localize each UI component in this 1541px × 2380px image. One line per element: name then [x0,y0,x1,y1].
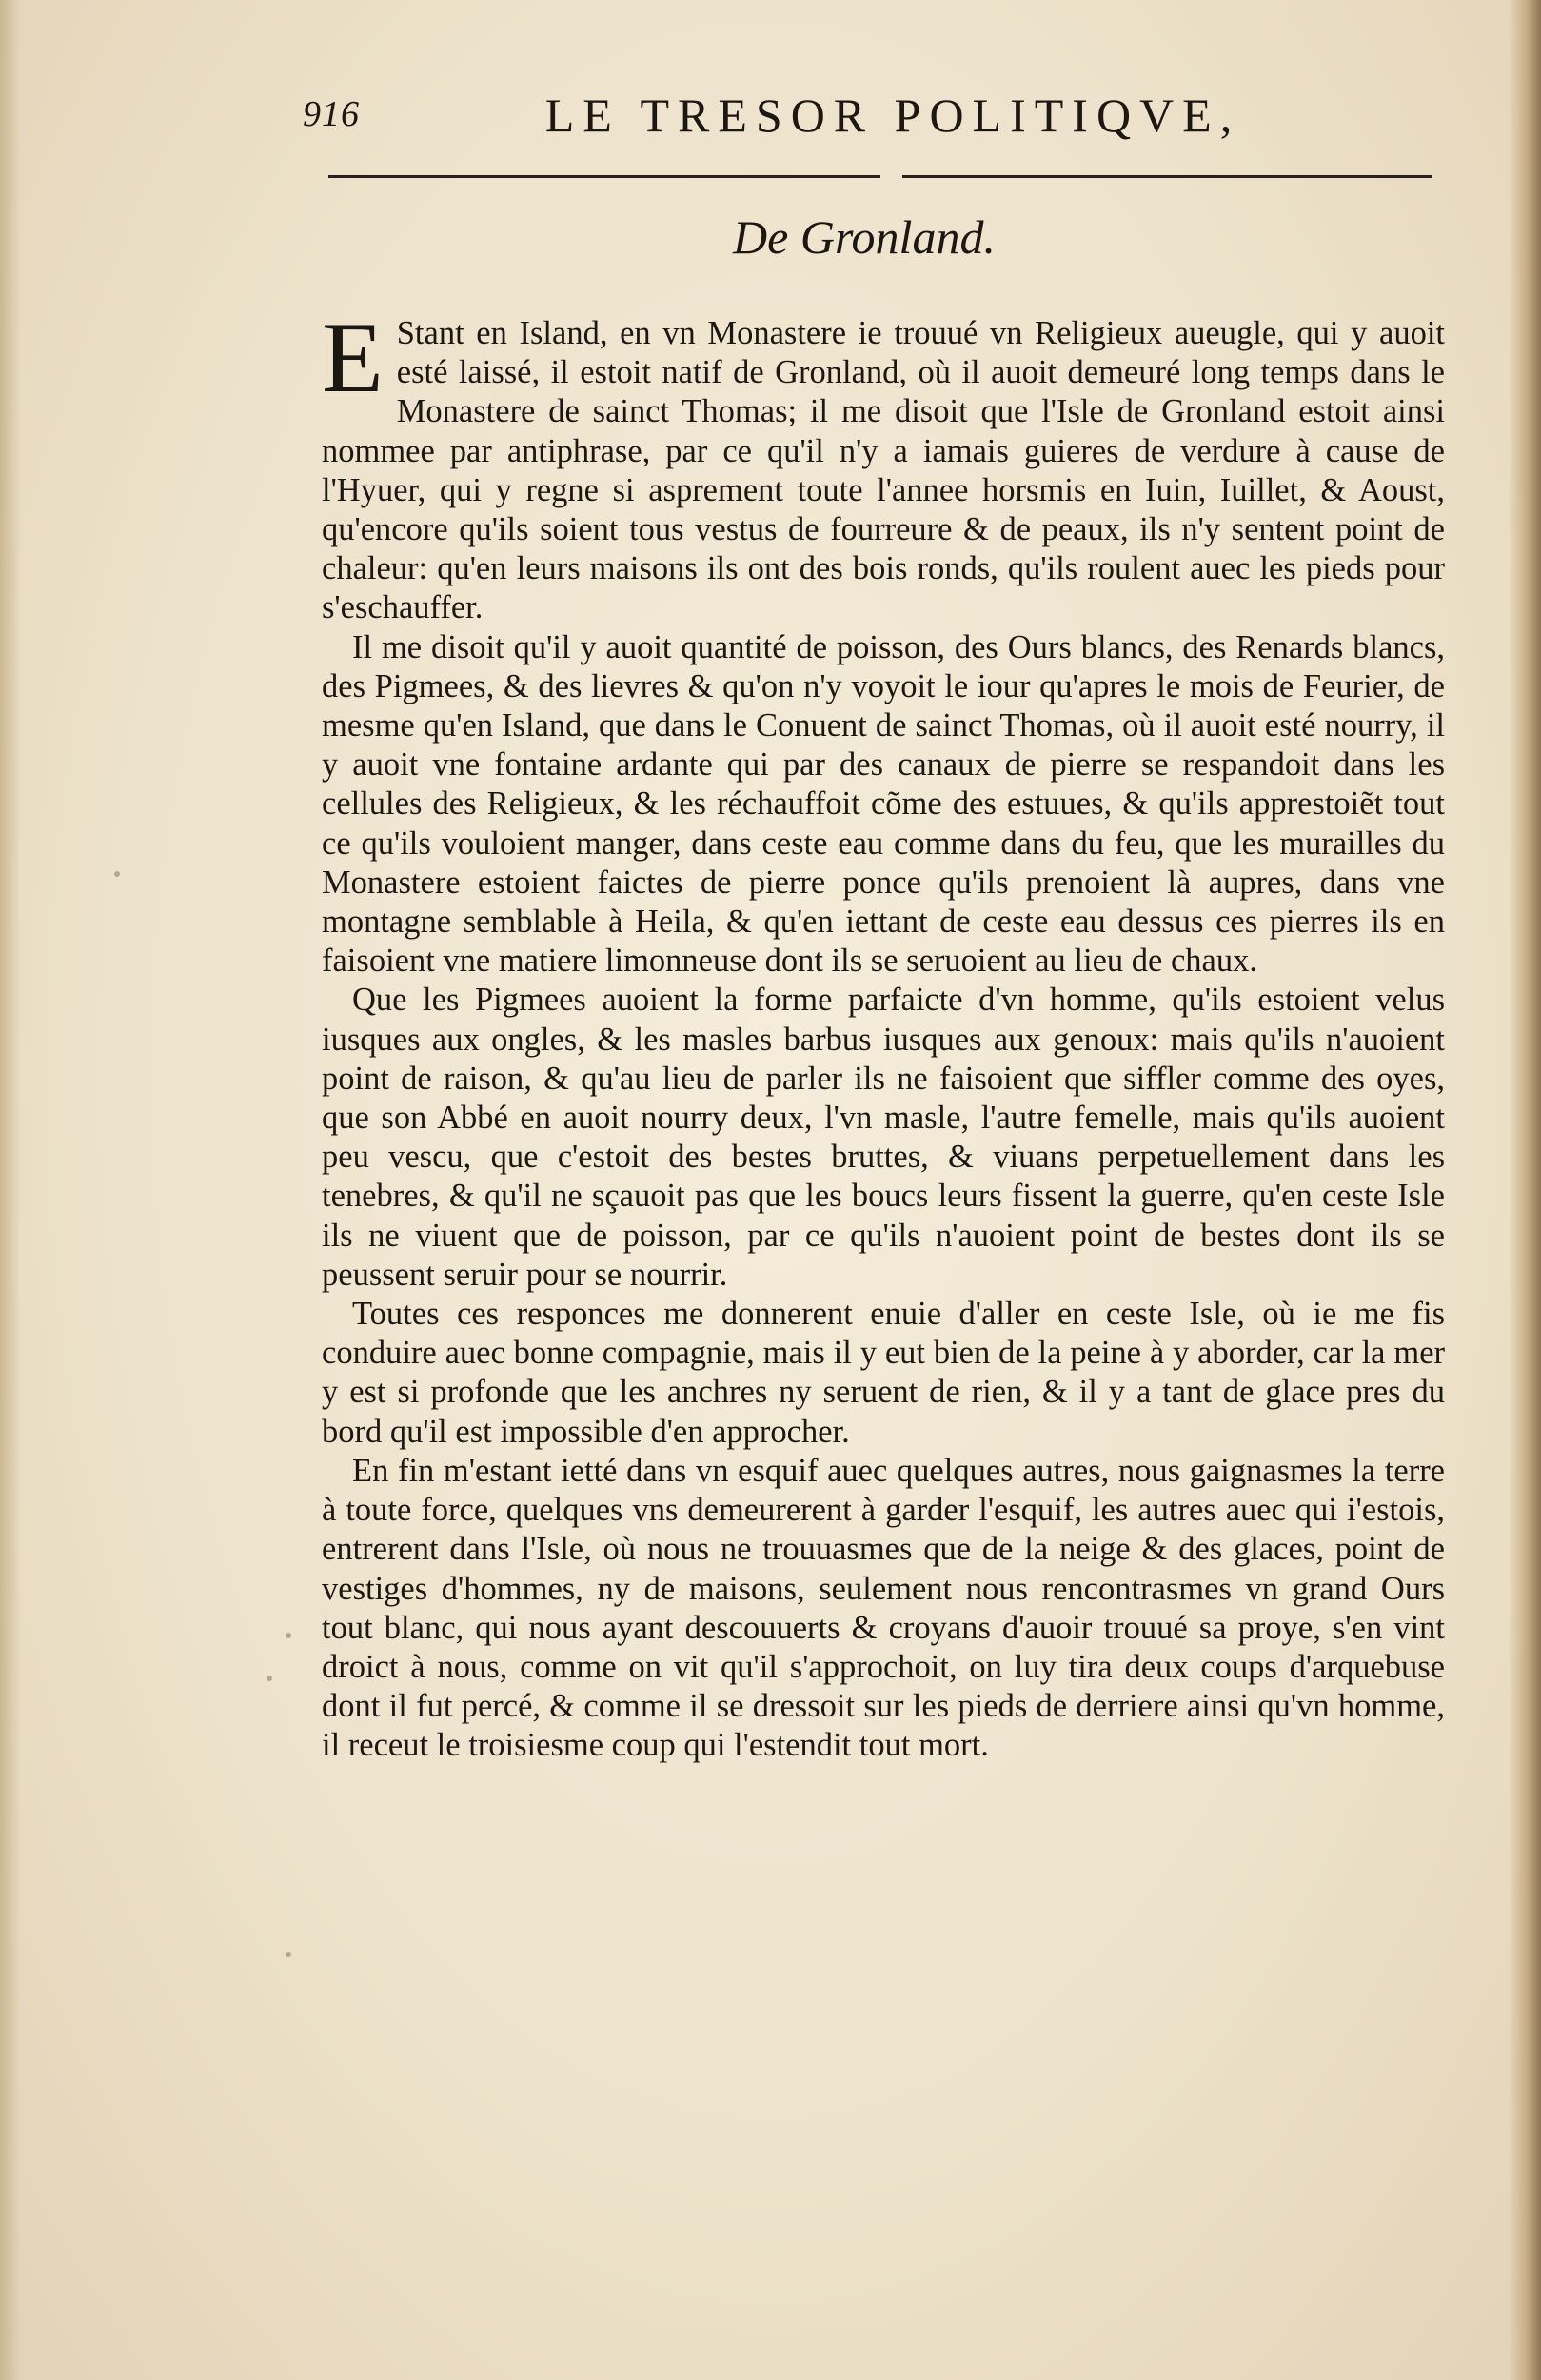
paragraph: Il me disoit qu'il y auoit quantité de poisson, des Ours blancs, des Renards blancs, des Pigmees, & des lievres & qu'on n'y voyoit le iour qu'apres le mois de Feurier, de mesme qu'en Island, que dans le Conuent de sainct Thomas, où il auoit esté nourry, il y auoit vne fontaine ardante qui par des canaux de pierre se respandoit dans les cellules des Religieux, & les réchauffoit cõme des estuues, & qu'ils apprestoiẽt tout ce qu'ils vouloient manger, dans ceste eau comme dans du feu, que les murailles du Monastere estoient faictes de pierre ponce qu'ils prenoient là aupres, dans vne montagne semblable à Heila, & qu'en iettant de ceste eau dessus ces pierres ils en faisoient vne matiere limonneuse dont ils se seruoient au lieu de chaux. [322,628,1445,980]
header-rule-right [902,175,1432,178]
section-title: De Gronland. [733,210,996,264]
paper-speck [286,1633,291,1638]
drop-cap: E [322,302,384,413]
paper-speck [114,871,120,877]
paragraph-text: Stant en Island, en vn Monastere ie trouué vn Religieux aueugle, qui y auoit esté laissé, il estoit natif de Gronland, où il auoit demeuré long temps dans le Monastere de sainct Thomas; il me disoit que l'Isle de Gronland estoit ainsi nommee par antiphrase, par ce qu'il n'y a iamais guieres de verdure à cause de l'Hyuer, qui y regne si asprement toute l'annee horsmis en Iuin, Iuillet, & Aoust, qu'encore qu'ils soient tous vestus de fourreure & de peaux, ils n'y sentent point de chaleur: qu'en leurs maisons ils ont des bois ronds, qu'ils roulent auec les pieds pour s'eschauffer. [322,315,1445,626]
running-head: LE TRESOR POLITIQVE, [544,89,1241,142]
header-rule-left [328,175,880,178]
paper-speck [286,1952,291,1957]
paragraph [322,302,1445,628]
page-number: 916 [303,94,360,134]
body-text [322,302,1445,1766]
paragraph: Que les Pigmees auoient la forme parfaicte d'vn homme, qu'ils estoient velus iusques aux ongles, & les masles barbus iusques aux genoux: mais qu'ils n'auoient point de raison, & qu'au lieu de parler ils ne faisoient que siffler comme des oyes, que son Abbé en auoit nourry deux, l'vn masle, l'autre femelle, mais qu'ils auoient peu vescu, que c'estoit des bestes bruttes, & viuans perpetuellement dans les tenebres, & qu'il ne sçauoit pas que les boucs leurs fissent la guerre, qu'en ceste Isle ils ne viuent que de poisson, par ce qu'ils n'auoient point de bestes dont ils se peussent seruir pour se nourrir. [322,982,1445,1293]
paragraph: En fin m'estant ietté dans vn esquif auec quelques autres, nous gaignasmes la terre à toute force, quelques vns demeurerent à garder l'esquif, les autres auec qui i'estois, entrerent dans l'Isle, où nous ne trouuasmes que de la neige & des glaces, point de vestiges d'hommes, ny de maisons, seulement nous rencontrasmes vn grand Ours tout blanc, qui nous ayant descouuerts & croyans d'auoir trouué sa proye, s'en vint droict à nous, comme on vit qu'il s'approchoit, on luy tira deux coups d'arquebuse dont il fut percé, & comme il se dressoit sur les pieds de derriere ainsi qu'vn homme, il receut le troisiesme coup qui l'estendit tout mort. [322,1452,1445,1764]
page-header [303,88,1426,145]
paragraph: Toutes ces responces me donnerent enuie d'aller en ceste Isle, où ie me fis conduire auec bonne compagnie, mais il y eut bien de la peine à y aborder, car la mer y est si profonde que les anchres ny seruent de rien, & il y a tant de glace pres du bord qu'il est impossible d'en approcher. [322,1296,1445,1450]
paper-speck [267,1676,272,1681]
